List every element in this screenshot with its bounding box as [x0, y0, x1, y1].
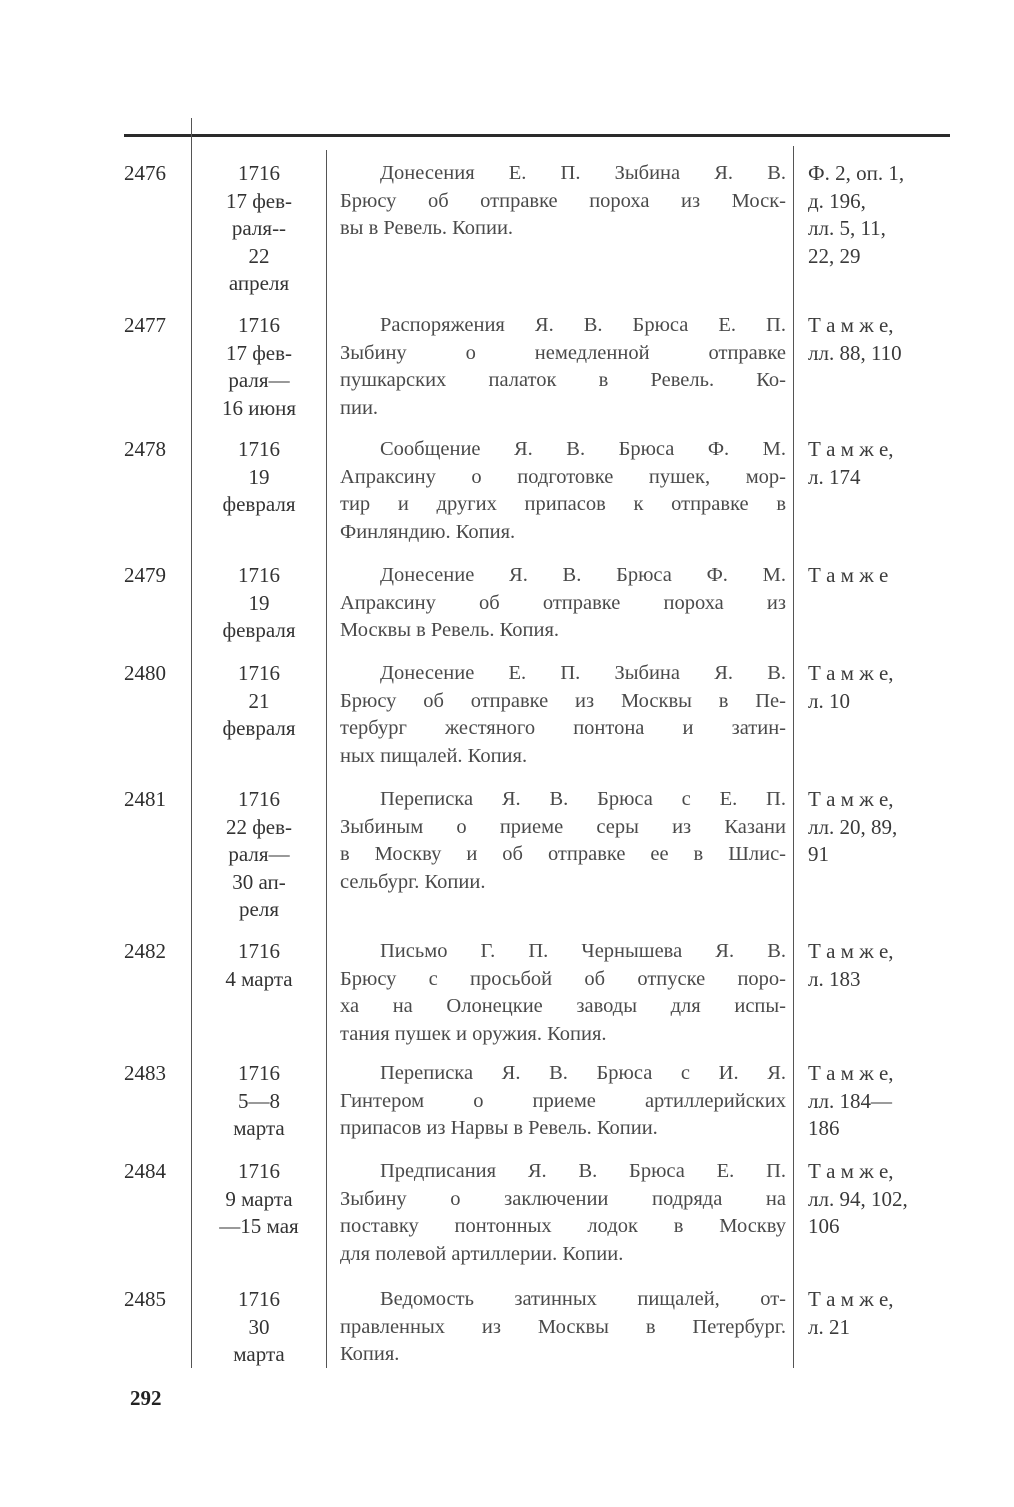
description-line: Переписка Я. В. Брюса с Е. П.	[380, 788, 786, 810]
entry-number: 2484	[124, 1159, 166, 1183]
source-line: Т а м ж е,	[808, 1061, 894, 1085]
source-line: Т а м ж е	[808, 563, 889, 587]
entry-source	[808, 1286, 958, 1341]
date-line: марта	[233, 1116, 285, 1140]
description-line: Брюсу с просьбой об отпуске поро-	[340, 967, 786, 990]
date-line: 1716	[238, 161, 280, 185]
date-line: 1716	[238, 1159, 280, 1183]
entry-source	[808, 160, 958, 270]
date-line: 16 июня	[221, 395, 297, 420]
entry-source	[808, 660, 958, 715]
description-line: Ведомость затинных пищалей, от-	[380, 1288, 786, 1310]
description-line: Москвы в Ревель. Копия.	[340, 619, 560, 641]
date-line: марта	[233, 1342, 285, 1366]
source-line: Т а м ж е,	[808, 939, 894, 963]
description-line: Финляндию. Копия.	[340, 520, 516, 543]
description-line: Брюсу об отправке из Москвы в Пе-	[340, 689, 786, 712]
source-line: 91	[808, 842, 829, 866]
column-divider-date	[191, 118, 192, 1368]
entry-description	[340, 160, 786, 243]
source-line: лл. 20, 89,	[808, 814, 898, 839]
source-line: д. 196,	[808, 188, 866, 213]
description-line: сельбург. Копии.	[340, 870, 486, 893]
description-line: в Москву и об отправке ее в Шлис-	[340, 843, 786, 865]
date-line: февраля	[222, 716, 296, 740]
entry-date	[200, 1286, 318, 1369]
date-line: 1716	[238, 563, 280, 587]
source-line: Т а м ж е,	[808, 437, 894, 461]
entry-source	[808, 436, 958, 491]
description-line: Зыбину о заключении подряда на	[340, 1187, 786, 1210]
date-line: февраля	[222, 618, 296, 642]
entry-date	[200, 1060, 318, 1143]
date-line: 19	[248, 464, 270, 489]
entry-date	[200, 938, 318, 993]
source-line: лл. 5, 11,	[808, 216, 886, 240]
source-line: Т а м ж е,	[808, 1159, 894, 1183]
entry-source	[808, 1158, 958, 1241]
entry-description	[340, 786, 786, 896]
description-line: Сообщение Я. В. Брюса Ф. М.	[380, 438, 786, 460]
description-line: вы в Ревель. Копии.	[340, 217, 514, 239]
entry-date	[200, 160, 318, 298]
description-line: Апраксину об отправке пороха из	[340, 591, 786, 614]
entry-description	[340, 1286, 786, 1369]
description-line: Донесения Е. П. Зыбина Я. В.	[380, 162, 786, 184]
entry-description	[340, 312, 786, 422]
description-line: Донесение Е. П. Зыбина Я. В.	[380, 662, 786, 684]
description-line: правленных из Москвы в Петербург.	[340, 1315, 786, 1338]
date-line: 1716	[238, 437, 280, 461]
source-line: л. 10	[808, 688, 850, 713]
date-line: 9 марта	[225, 1186, 293, 1211]
entry-source	[808, 562, 958, 590]
description-line: Апраксину о подготовке пушек, мор-	[340, 465, 786, 488]
date-line: 22	[248, 243, 270, 268]
entry-date	[200, 660, 318, 743]
entry-number: 2477	[124, 313, 166, 337]
entry-number: 2483	[124, 1061, 166, 1085]
date-line: 1716	[238, 313, 280, 337]
date-line: 22 фев-	[225, 814, 293, 839]
source-line: Ф. 2, оп. 1,	[808, 161, 905, 185]
date-line: 1716	[238, 661, 280, 685]
source-line: лл. 184—	[808, 1088, 892, 1113]
description-line: тербург жестяного понтона и затин-	[340, 717, 786, 739]
date-line: раля—	[228, 842, 290, 866]
entry-number: 2481	[124, 787, 166, 811]
header-rule	[124, 134, 950, 137]
entry-description	[340, 660, 786, 770]
entry-number: 2482	[124, 939, 166, 963]
entry-date	[200, 1158, 318, 1241]
date-line: 21	[248, 688, 270, 713]
entry-description	[340, 1060, 786, 1143]
entry-date	[200, 562, 318, 645]
entry-number: 2478	[124, 437, 166, 461]
date-line: 19	[248, 590, 270, 615]
entry-date	[200, 436, 318, 519]
date-line: 1716	[238, 787, 280, 811]
date-line: апреля	[228, 271, 290, 295]
entry-source	[808, 1060, 958, 1143]
description-line: пушкарских палаток в Ревель. Ко-	[340, 369, 786, 391]
description-line: пии.	[340, 396, 379, 419]
date-line: 4 марта	[225, 966, 293, 991]
entry-date	[200, 312, 318, 422]
source-line: 186	[808, 1116, 840, 1140]
date-line: раля--	[231, 216, 287, 240]
source-line: л. 183	[808, 966, 861, 991]
description-line: Зыбину о немедленной отправке	[340, 341, 786, 364]
column-divider-description	[326, 150, 327, 1368]
description-line: Донесение Я. В. Брюса Ф. М.	[380, 564, 786, 586]
description-line: ных пищалей. Копия.	[340, 744, 528, 767]
entry-number: 2476	[124, 161, 166, 185]
date-line: раля—	[228, 368, 290, 392]
date-line: реля	[239, 897, 279, 921]
column-divider-source	[793, 146, 794, 1368]
description-line: тир и других припасов к отправке в	[340, 493, 786, 515]
entry-description	[340, 1158, 786, 1268]
date-line: 5—8	[238, 1088, 280, 1113]
source-line: Т а м ж е,	[808, 1287, 894, 1311]
description-line: ха на Олонецкие заводы для испы-	[340, 995, 786, 1017]
source-line: Т а м ж е,	[808, 313, 894, 337]
source-line: лл. 88, 110	[808, 340, 902, 365]
source-line: Т а м ж е,	[808, 787, 894, 811]
entry-description	[340, 938, 786, 1048]
description-line: Копия.	[340, 1343, 400, 1365]
source-line: л. 21	[808, 1314, 850, 1339]
date-line: 30	[248, 1314, 270, 1339]
description-line: Гинтером о приеме артиллерийских	[340, 1089, 786, 1112]
entry-number: 2479	[124, 563, 166, 587]
description-line: припасов из Нарвы в Ревель. Копии.	[340, 1117, 658, 1139]
entry-description	[340, 436, 786, 546]
date-line: 1716	[238, 939, 280, 963]
description-line: Распоряжения Я. В. Брюса Е. П.	[380, 314, 786, 336]
date-line: 30 ап-	[232, 869, 286, 894]
entry-date	[200, 786, 318, 924]
description-line: Зыбиным о приеме серы из Казани	[340, 815, 786, 838]
entry-source	[808, 786, 958, 869]
description-line: Брюсу об отправке пороха из Моск-	[340, 189, 786, 212]
entry-description	[340, 562, 786, 645]
description-line: для полевой артиллерии. Копии.	[340, 1242, 624, 1265]
source-line: 106	[808, 1214, 840, 1238]
description-line: Переписка Я. В. Брюса с И. Я.	[380, 1062, 786, 1084]
page-number: 292	[130, 1386, 162, 1410]
entry-source	[808, 312, 958, 367]
date-line: 1716	[238, 1287, 280, 1311]
description-line: поставку понтонных лодок в Москву	[340, 1215, 786, 1237]
entry-number: 2480	[124, 661, 166, 685]
date-line: 17 фев-	[225, 188, 293, 213]
entry-source	[808, 938, 958, 993]
source-line: л. 174	[808, 464, 861, 489]
description-line: Предписания Я. В. Брюса Е. П.	[380, 1160, 786, 1182]
description-line: тания пушек и оружия. Копия.	[340, 1022, 607, 1045]
date-line: —15 мая	[219, 1214, 299, 1238]
source-line: Т а м ж е,	[808, 661, 894, 685]
date-line: 1716	[238, 1061, 280, 1085]
entry-number: 2485	[124, 1287, 166, 1311]
source-line: лл. 94, 102,	[808, 1186, 908, 1211]
date-line: февраля	[222, 492, 296, 516]
source-line: 22, 29	[808, 243, 861, 268]
date-line: 17 фев-	[225, 340, 293, 365]
description-line: Письмо Г. П. Чернышева Я. В.	[380, 940, 786, 962]
